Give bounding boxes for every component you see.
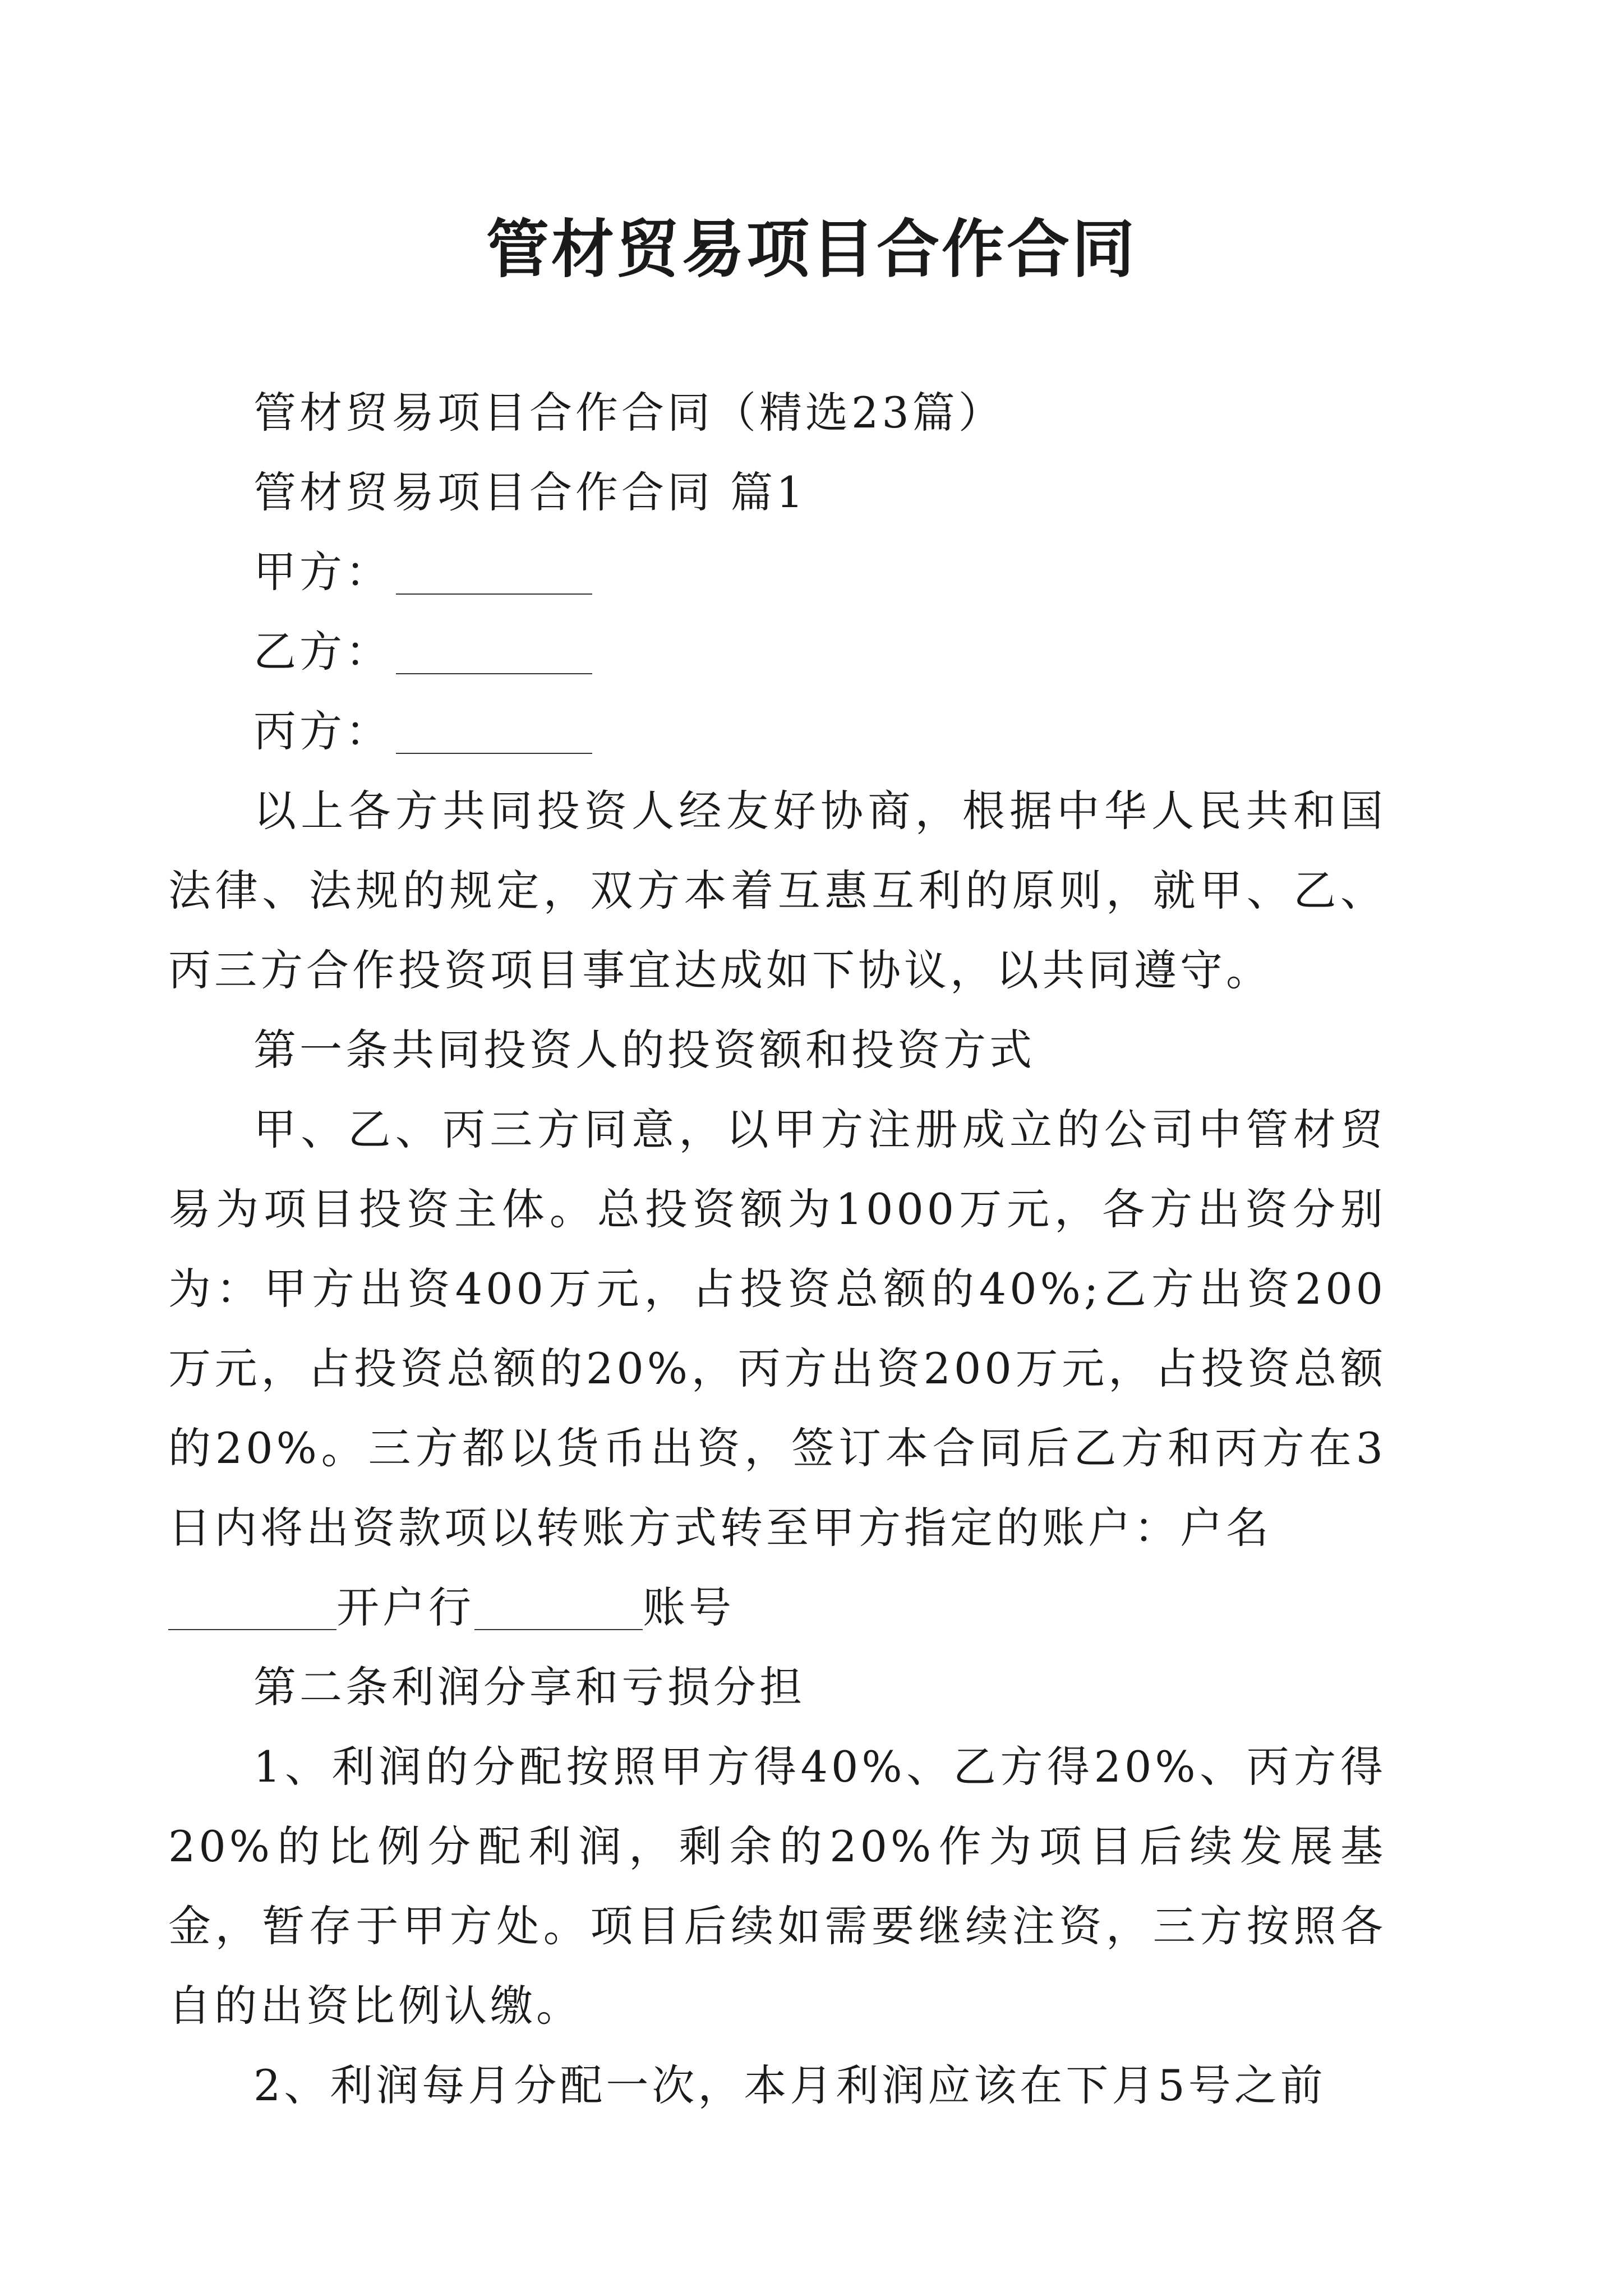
bank-label: 开户行 xyxy=(336,1582,474,1632)
document-body-paragraphs xyxy=(168,771,1386,2125)
party-a-line xyxy=(253,532,1386,612)
article2-title: 第二条利润分享和亏损分担 xyxy=(253,1662,805,1712)
party-c-blank xyxy=(396,710,592,754)
party-a-blank xyxy=(396,551,592,595)
party-c-label: 丙方： xyxy=(253,706,391,756)
party-c-line xyxy=(253,692,1386,771)
document-body xyxy=(253,373,1386,771)
account-line xyxy=(168,1568,1386,1648)
article2-item2: 2、利润每月分配一次，本月利润应该在下月5号之前 xyxy=(253,2060,1326,2110)
party-a-label: 甲方： xyxy=(253,547,391,597)
account-name-blank xyxy=(168,1586,336,1630)
article2-item1: 1、利润的分配按照甲方得40%、乙方得20%、丙方得20%的比例分配利润，剩余的20%作为项目后续发展基金，暂存于甲方处。项目后续如需要继续注资，三方按照各自的出资比例认缴。 xyxy=(168,1742,1386,2031)
party-b-line xyxy=(253,612,1386,692)
section-heading: 管材贸易项目合作合同 篇1 xyxy=(253,467,807,517)
account-label: 账号 xyxy=(643,1582,735,1632)
intro-paragraph: 以上各方共同投资人经友好协商，根据中华人民共和国法律、法规的规定，双方本着互惠互利的原则，就甲、乙、丙三方合作投资项目事宜达成如下协议，以共同遵守。 xyxy=(168,786,1386,995)
article1-title: 第一条共同投资人的投资额和投资方式 xyxy=(253,1025,1035,1075)
article1-text: 甲、乙、丙三方同意，以甲方注册成立的公司中管材贸易为项目投资主体。总投资额为1000万元，各方出资分别为：甲方出资400万元，占投资总额的40%;乙方出资200万元，占投资总额的20%，丙方出资200万元，占投资总额的20%。三方都以货币出资，签订本合同后乙方和丙方在3日内将出资款项以转账方式转至甲方指定的账户：户名 xyxy=(168,1105,1386,1553)
bank-blank xyxy=(474,1586,643,1630)
party-b-blank xyxy=(396,631,592,674)
article1-body xyxy=(168,1090,1386,1568)
document-subtitle: 管材贸易项目合作合同（精选23篇） xyxy=(253,388,1004,438)
document-title: 管材贸易项目合作合同 xyxy=(486,213,1137,286)
party-b-label: 乙方： xyxy=(253,627,391,677)
